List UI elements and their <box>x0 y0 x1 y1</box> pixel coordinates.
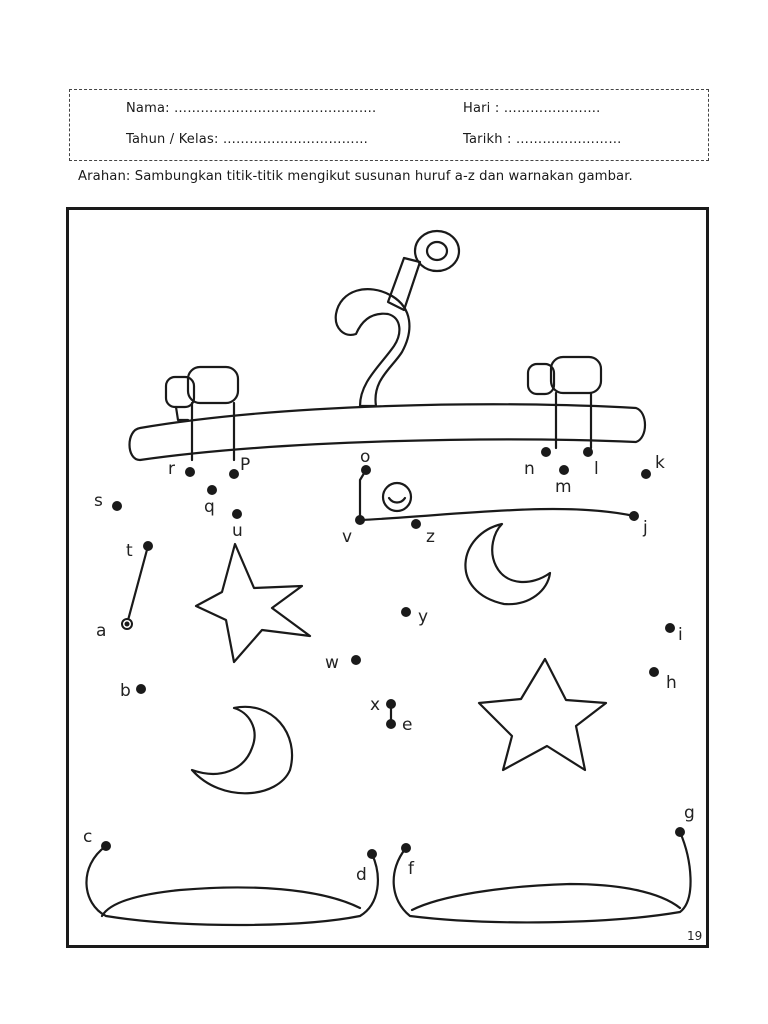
dot-h <box>649 667 659 677</box>
shoe-bottom <box>86 846 377 925</box>
right-star <box>479 659 606 770</box>
label-e: e <box>402 715 413 735</box>
dot-q <box>207 485 217 495</box>
label-b: b <box>120 681 131 701</box>
left-clip-front <box>188 367 238 403</box>
tarikh-field: Tarikh : …………………… <box>463 132 622 147</box>
label-r: r <box>168 459 175 479</box>
hari-field: Hari : …………………. <box>463 101 601 116</box>
dot-i <box>665 623 675 633</box>
label-w: w <box>325 653 339 673</box>
instruction-text: Arahan: Sambungkan titik-titik mengikut susunan huruf a-z dan warnakan gambar. <box>78 169 633 184</box>
dot-j <box>629 511 639 521</box>
smile-circle <box>383 483 411 511</box>
label-f: f <box>408 859 414 879</box>
hanger-bar <box>130 404 646 460</box>
dot-l <box>583 447 593 457</box>
label-x: x <box>370 695 381 715</box>
dot-k <box>641 469 651 479</box>
dot-u <box>232 509 242 519</box>
hook-bolt <box>388 258 420 310</box>
label-l: l <box>594 459 599 479</box>
label-k: k <box>655 453 665 473</box>
dot-f <box>401 843 411 853</box>
left-clip-back <box>166 377 194 407</box>
dot-p <box>229 469 239 479</box>
dot-y <box>401 607 411 617</box>
label-q: q <box>204 497 215 517</box>
label-h: h <box>666 673 677 693</box>
hook-top-ring <box>415 231 459 271</box>
label-a: a <box>96 621 107 641</box>
label-n: n <box>524 459 535 479</box>
label-t: t <box>126 541 133 561</box>
dot-g <box>675 827 685 837</box>
dot-s <box>112 501 122 511</box>
top-moon <box>465 524 550 604</box>
label-j: j <box>643 518 648 538</box>
label-i: i <box>678 625 683 645</box>
bottom-moon <box>192 707 292 793</box>
label-g: g <box>684 803 695 823</box>
dot-r <box>185 467 195 477</box>
dot-c <box>101 841 111 851</box>
dot-t <box>143 541 153 551</box>
dot-m <box>559 465 569 475</box>
page-number: 19 <box>687 929 703 943</box>
label-z: z <box>426 527 435 547</box>
label-u: u <box>232 521 243 541</box>
dot-d <box>367 849 377 859</box>
label-y: y <box>418 607 429 627</box>
dot-e <box>386 719 396 729</box>
tahun-kelas-field: Tahun / Kelas: …………………………… <box>126 132 369 147</box>
dot-z <box>411 519 421 529</box>
label-d: d <box>356 865 367 885</box>
label-o: o <box>360 447 371 467</box>
label-s: s <box>94 491 103 511</box>
label-c: c <box>83 827 93 847</box>
label-v: v <box>342 527 353 547</box>
label-p: P <box>240 455 251 475</box>
dot-v <box>355 515 365 525</box>
dot-w <box>351 655 361 665</box>
nama-field: Nama: ………………………………………. <box>126 101 377 116</box>
label-m: m <box>555 477 572 497</box>
dot-b <box>136 684 146 694</box>
left-star <box>196 544 310 662</box>
right-clip-front <box>551 357 601 393</box>
shoe-bottom-right <box>394 832 691 922</box>
dot-x <box>386 699 396 709</box>
dot-n <box>541 447 551 457</box>
